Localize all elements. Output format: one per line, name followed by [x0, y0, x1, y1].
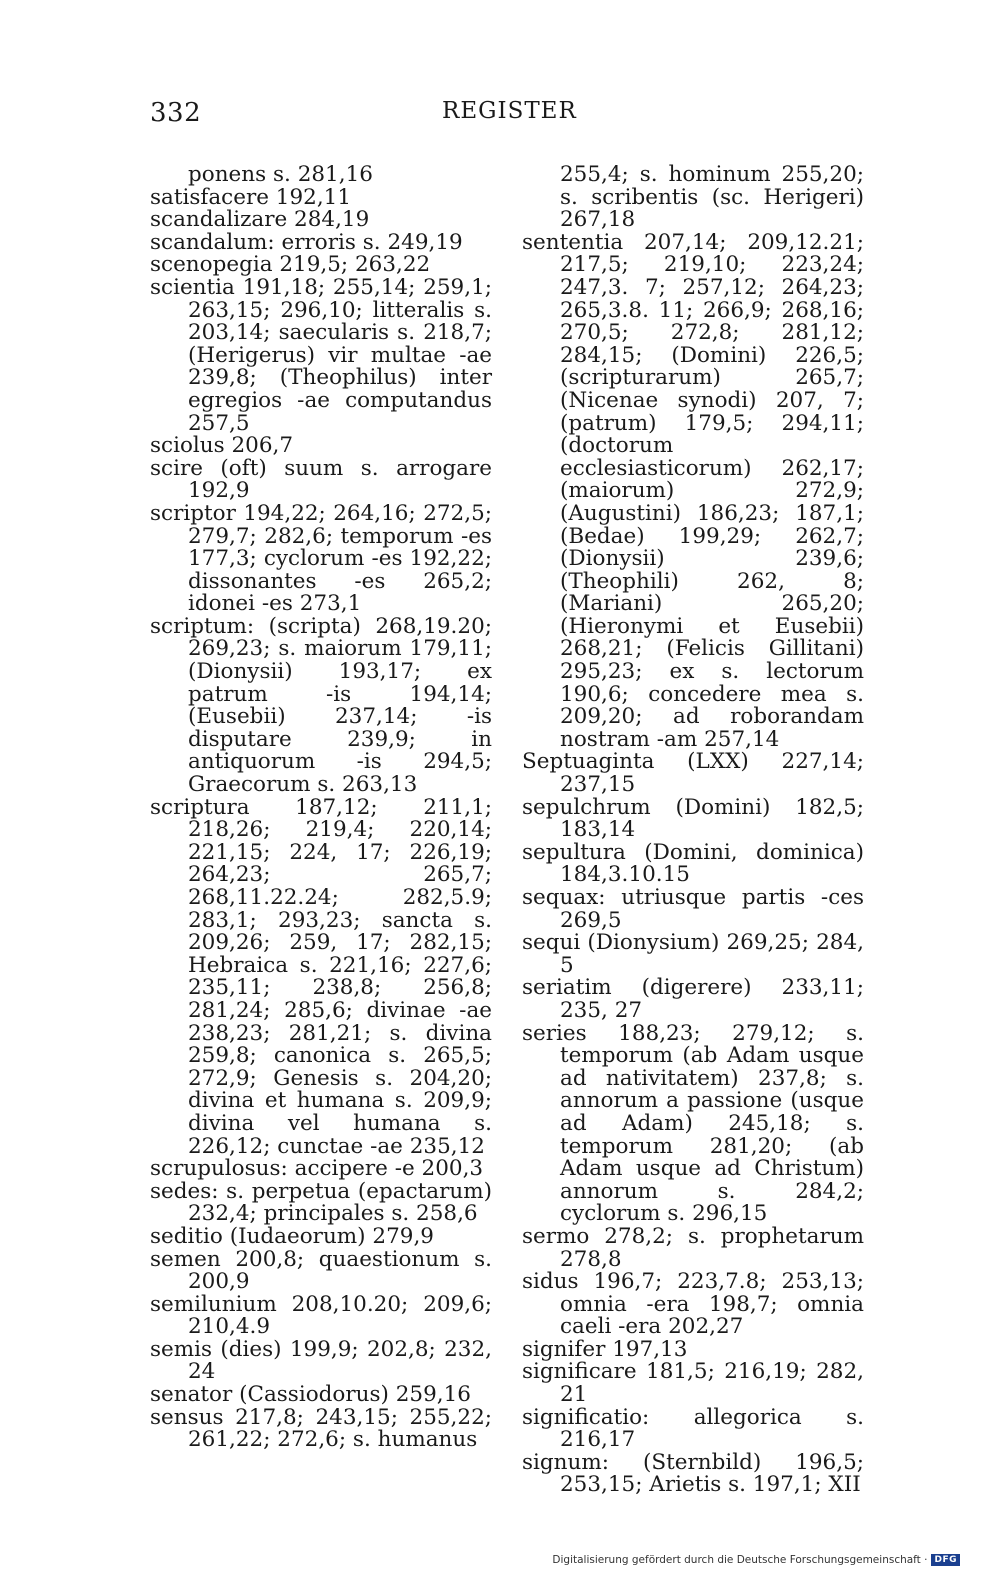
index-entry: signifer 197,13 — [522, 1336, 688, 1362]
index-entry: sententia 207,14; 209,12.21; 217,5; 219,10; 223,24; 247,3. 7; 257,12; 264,23; 265,3.8. 11; 266,9; 268,16; 270,5; 272,8; 281,12; 284,15; (Domini) 226,5; (scripturarum) 265,7; (Nicenae synodi) 207, 7; (patrum) 179,5; 294,11; (doctorum ecclesiasticorum) 262,17; (maiorum) 272,9; (Augustini) 186,23; 187,1; (Bedae) 199,29; 262,7; (Dionysii) 239,6; (Theophili) 262, 8; (Mariani) 265,20; (Hieronymi et Eusebii) 268,21; (Felicis Gillitani) 295,23; ex s. lectorum 190,6; concedere mea s. 209,20; ad roborandam nostram -am 257,14 — [522, 229, 864, 752]
index-entry: Septuaginta (LXX) 227,14; 237,15 — [522, 749, 864, 798]
index-entry: scandalum: erroris s. 249,19 — [150, 229, 463, 255]
index-entry: semis (dies) 199,9; 202,8; 232, 24 — [150, 1336, 492, 1385]
index-entry: seditio (Iudaeorum) 279,9 — [150, 1223, 434, 1249]
index-entry: scenopegia 219,5; 263,22 — [150, 252, 431, 278]
index-entry: sidus 196,7; 223,7.8; 253,13; omnia -era 198,7; omnia caeli -era 202,27 — [522, 1269, 864, 1340]
index-entry: sepulchrum (Domini) 182,5; 183,14 — [522, 794, 864, 843]
index-entry: sedes: s. perpetua (epactarum) 232,4; principales s. 258,6 — [150, 1178, 492, 1227]
index-entry: scientia 191,18; 255,14; 259,1; 263,15; 296,10; litteralis s. 203,14; saecularis s. 218,7; (Herigerus) vir multae -ae 239,8; (Theophilus) inter egregios -ae computandus 257,5 — [150, 274, 492, 436]
index-entry: scandalizare 284,19 — [150, 207, 370, 233]
footer — [552, 1554, 960, 1566]
page-header — [150, 98, 874, 138]
page-number: 332 — [150, 98, 202, 128]
index-entry: ponens s. 281,16 — [188, 162, 373, 187]
index-entry: scire (oft) suum s. arrogare 192,9 — [150, 455, 492, 504]
index-entry: scrupulosus: accipere -e 200,3 — [150, 1156, 484, 1182]
index-entry: 255,4; s. hominum 255,20; s. scribentis (sc. Herigeri) 267,18 — [560, 162, 864, 233]
index-entry: sepultura (Domini, dominica) 184,3.10.15 — [522, 839, 864, 888]
index-entry: series 188,23; 279,12; s. temporum (ab Adam usque ad nativitatem) 237,8; s. annorum a passione (usque ad Adam) 245,18; s. temporum 281,20; (ab Adam usque ad Christum) annorum s. 284,2; cyclorum s. 296,15 — [522, 1020, 864, 1227]
funding-note: Digitalisierung gefördert durch die Deutsche Forschungsgemeinschaft · — [552, 1554, 928, 1566]
index-entry: semen 200,8; quaestionum s. 200,9 — [150, 1246, 492, 1295]
index-entry: signum: (Sternbild) 196,5; 253,15; Arietis s. 197,1; XII — [522, 1449, 864, 1498]
index-entry: satisfacere 192,11 — [150, 184, 352, 210]
index-entry: sermo 278,2; s. prophetarum 278,8 — [522, 1223, 864, 1272]
dfg-logo: DFG — [931, 1554, 960, 1566]
index-entry: sequax: utriusque partis -ces 269,5 — [522, 885, 864, 933]
index-entry: scriptor 194,22; 264,16; 272,5; 279,7; 282,6; temporum -es 177,3; cyclorum -es 192,22; dissonantes -es 265,2; idonei -es 273,1 — [150, 500, 492, 617]
index-entry: sensus 217,8; 243,15; 255,22; 261,22; 272,6; s. humanus — [150, 1404, 492, 1453]
index-entry: significatio: allegorica s. 216,17 — [522, 1404, 864, 1453]
index-entry: sciolus 206,7 — [150, 433, 294, 459]
index-entry: semilunium 208,10.20; 209,6; 210,4.9 — [150, 1291, 492, 1340]
index-entry: significare 181,5; 216,19; 282, 21 — [522, 1359, 864, 1408]
index-entry: seriatim (digerere) 233,11; 235, 27 — [522, 975, 864, 1023]
left-column — [150, 164, 492, 1452]
running-title: REGISTER — [442, 98, 577, 124]
index-entry: sequi (Dionysium) 269,25; 284, 5 — [522, 930, 864, 978]
right-column — [522, 164, 864, 1497]
index-entry: senator (Cassiodorus) 259,16 — [150, 1382, 471, 1408]
index-entry: scriptum: (scripta) 268,19.20; 269,23; s. maiorum 179,11; (Dionysii) 193,17; ex patrum -is 194,14; (Eusebii) 237,14; -is disputare 239,9; in antiquorum -is 294,5; Graecorum s. 263,13 — [150, 613, 492, 798]
index-entry: scriptura 187,12; 211,1; 218,26; 219,4; 220,14; 221,15; 224, 17; 226,19; 264,23; 265,7; 268,11.22.24; 282,5.9; 283,1; 293,23; sancta s. 209,26; 259, 17; 282,15; Hebraica s. 221,16; 227,6; 235,11; 238,8; 256,8; 281,24; 285,6; divinae -ae 238,23; 281,21; s. divina 259,8; canonica s. 265,5; 272,9; Genesis s. 204,20; divina et humana s. 209,9; divina vel humana s. 226,12; cunctae -ae 235,12 — [150, 794, 492, 1159]
